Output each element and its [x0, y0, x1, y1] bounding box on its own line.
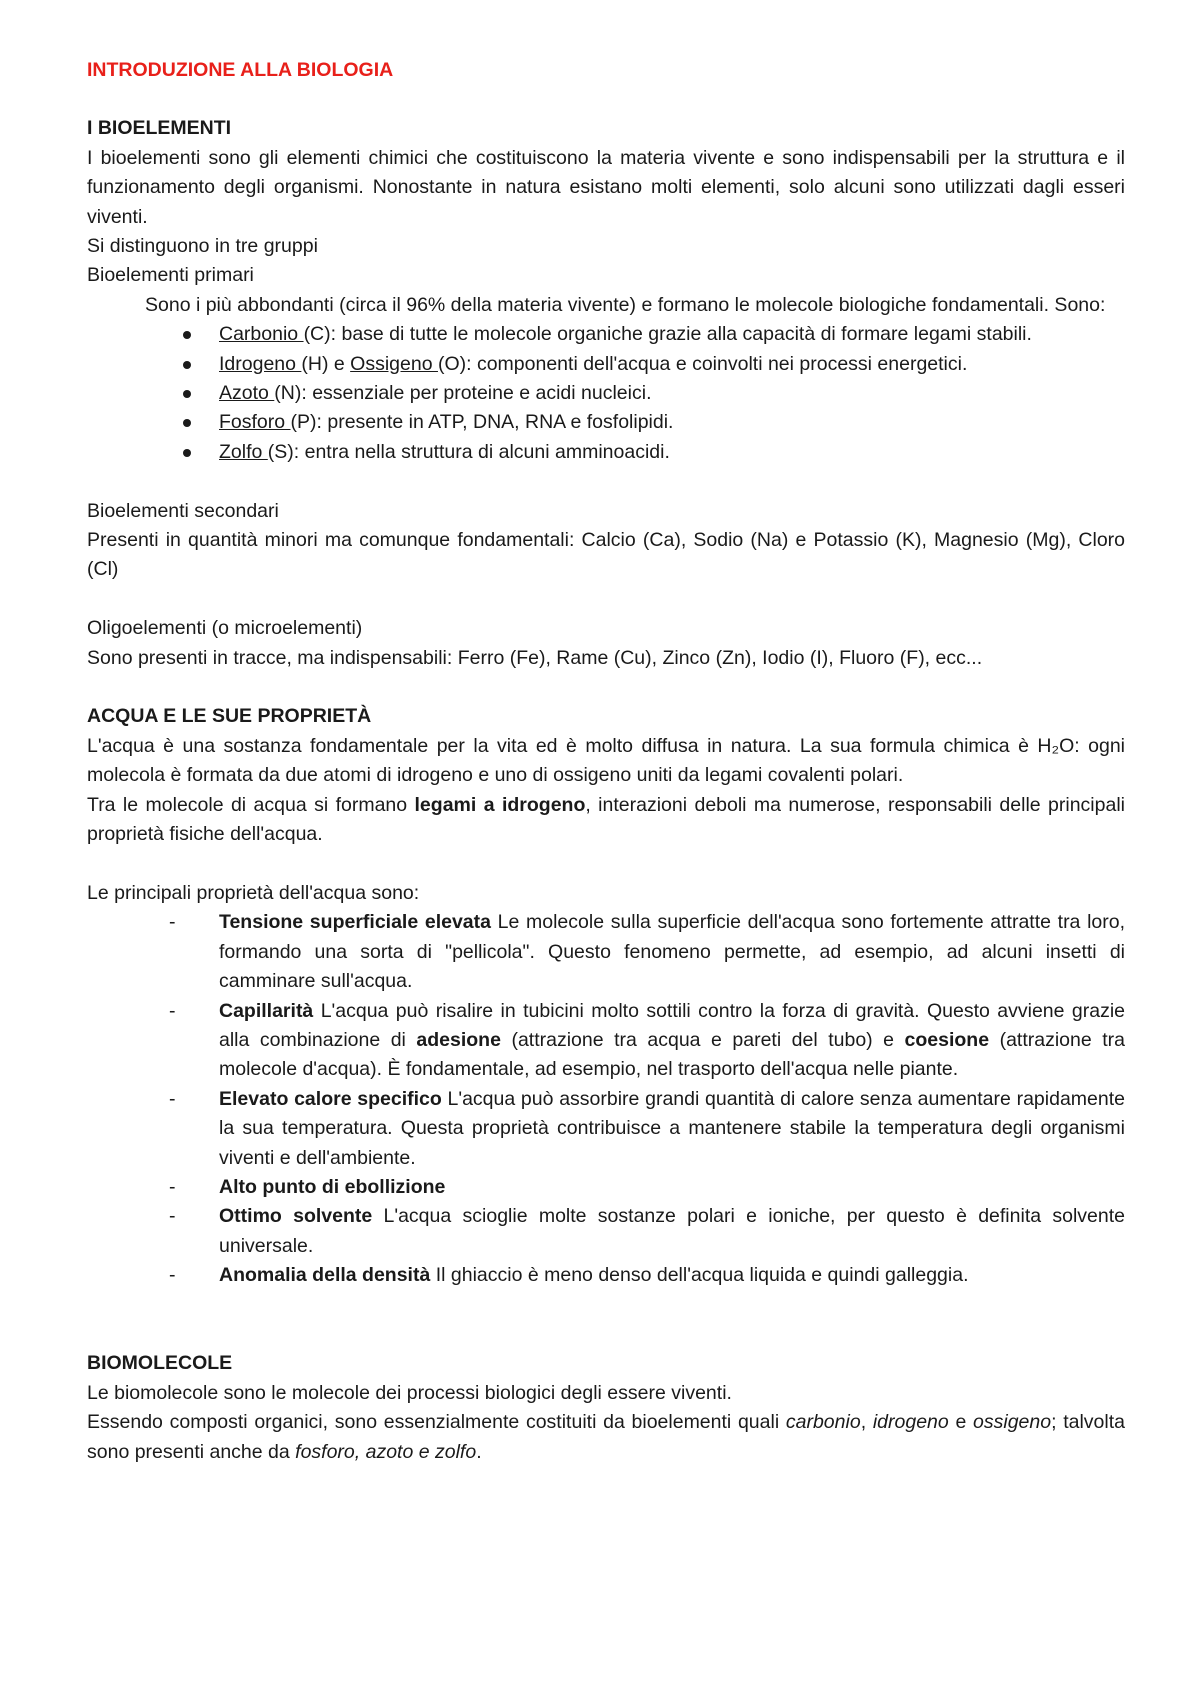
dash-marker: - [169, 911, 176, 934]
element-name: Fosforo [219, 411, 291, 434]
element-name: Zolfo [219, 440, 268, 463]
primari-label: Bioelementi primari [87, 264, 254, 287]
secondari-text: Presenti in quantità minori ma comunque fondamentali: Calcio (Ca), Sodio (Na) e Potassio (K), Magnesio (Mg), Cloro (Cl) [87, 529, 1125, 581]
bold-term: legami a idrogeno [414, 793, 586, 816]
italic-term: carbonio [785, 1411, 861, 1434]
acqua-paragraph-2: Tra le molecole di acqua si formano legami a idrogeno, interazioni deboli ma numerose, responsabili delle principali proprietà fisiche dell'acqua. [87, 793, 1125, 846]
primari-text: Sono i più abbondanti (circa il 96% della materia vivente) e formano le molecole biologiche fondamentali. Sono: [145, 293, 1106, 316]
list-item: - Tensione superficiale elevata Le molecole sulla superficie dell'acqua sono fortemente attratte tra loro, formando una sorta di "pellicola". Questo fenomeno permette, ad esempio, ad alcuni insetti di camminare sull'acqua. [219, 908, 1125, 996]
dash-marker: - [169, 999, 176, 1022]
bullet-icon [183, 361, 191, 369]
element-desc: (C): base di tutte le molecole organiche grazie alla capacità di formare legami stabili. [303, 323, 1032, 346]
biomolecole-paragraph-2: Essendo composti organici, sono essenzialmente costituiti da bioelementi quali carbonio, idrogeno e ossigeno; talvolta sono presenti anche da fosforo, azoto e zolfo. [87, 1411, 1125, 1463]
list-item [219, 438, 1125, 467]
props-intro: Le principali proprietà dell'acqua sono: [87, 881, 420, 904]
element-name: Carbonio [219, 323, 304, 346]
list-item: - Capillarità L'acqua può risalire in tubicini molto sottili contro la forza di gravità. Questo avviene grazie alla combinazione di adesione (attrazione tra acqua e pareti del tubo) e coesione (attrazione tra molecole d'acqua). È fondamentale, ad esempio, nel trasporto dell'acqua nelle piante. [219, 997, 1125, 1085]
oligo-label: Oligoelementi (o microelementi) [87, 617, 363, 640]
document-title: INTRODUZIONE ALLA BIOLOGIA [87, 59, 394, 81]
element-desc: (S): entra nella struttura di alcuni amminoacidi. [267, 440, 670, 463]
bullet-icon [183, 331, 191, 339]
property-name: Alto punto di ebollizione [219, 1175, 446, 1198]
element-name: Idrogeno [219, 352, 302, 375]
italic-term: fosforo, azoto e zolfo [295, 1440, 477, 1463]
oligo-text: Sono presenti in tracce, ma indispensabili: Ferro (Fe), Rame (Cu), Zinco (Zn), Iodio (I), Fluoro (F), ecc... [87, 646, 983, 669]
primari-list [87, 320, 1125, 467]
property-name: Ottimo solvente [219, 1205, 373, 1228]
bioelementi-groups-line: Si distinguono in tre gruppi [87, 235, 318, 258]
secondari-label: Bioelementi secondari [87, 499, 279, 522]
section-heading-biomolecole: BIOMOLECOLE [87, 1352, 233, 1375]
dash-marker: - [169, 1264, 176, 1287]
section-heading-acqua: ACQUA E LE SUE PROPRIETÀ [87, 705, 372, 728]
bioelementi-intro: I bioelementi sono gli elementi chimici che costituiscono la materia vivente e sono indispensabili per la struttura e il funzionamento degli organismi. Nonostante in natura esistano molti elementi, solo alcuni sono utilizzati dagli esseri viventi. [87, 146, 1125, 228]
bullet-icon [183, 390, 191, 398]
biomolecole-paragraph-1: Le biomolecole sono le molecole dei processi biologici degli essere viventi. [87, 1381, 732, 1404]
element-desc: (O): componenti dell'acqua e coinvolti nei processi energetici. [437, 352, 968, 375]
section-heading-bioelementi: I BIOELEMENTI [87, 117, 232, 140]
list-item: - Ottimo solvente L'acqua scioglie molte sostanze polari e ioniche, per questo è definita solvente universale. [219, 1202, 1125, 1261]
list-item [219, 408, 1125, 437]
element-name: Azoto [219, 382, 275, 405]
bullet-icon [183, 449, 191, 457]
element-desc: (P): presente in ATP, DNA, RNA e fosfolipidi. [290, 411, 674, 434]
element-name: Ossigeno [350, 352, 438, 375]
list-item: - Anomalia della densità Il ghiaccio è meno denso dell'acqua liquida e quindi galleggia. [219, 1261, 1125, 1290]
list-item [169, 1173, 1125, 1202]
element-desc: (N): essenziale per proteine e acidi nucleici. [274, 382, 652, 405]
italic-term: idrogeno [872, 1411, 949, 1434]
italic-term: ossigeno [973, 1411, 1052, 1434]
property-name: Capillarità [219, 999, 314, 1022]
dash-marker: - [169, 1175, 176, 1198]
bullet-icon [183, 419, 191, 427]
dash-marker: - [169, 1205, 176, 1228]
list-item [219, 320, 1125, 349]
list-item [219, 350, 1125, 379]
property-name: Elevato calore specifico [219, 1087, 442, 1110]
property-name: Tensione superficiale elevata [219, 911, 491, 934]
bold-term: adesione [416, 1028, 501, 1051]
bold-term: coesione [904, 1028, 990, 1051]
element-desc: (H) e [301, 352, 351, 375]
acqua-paragraph-1: L'acqua è una sostanza fondamentale per la vita ed è molto diffusa in natura. La sua formula chimica è H₂O: ogni molecola è formata da due atomi di idrogeno e uno di ossigeno uniti da legami covalenti polari. [87, 734, 1125, 787]
properties-list [87, 908, 1125, 1290]
list-item [219, 379, 1125, 408]
property-name: Anomalia della densità [219, 1264, 431, 1287]
dash-marker: - [169, 1087, 176, 1110]
list-item: - Elevato calore specifico L'acqua può assorbire grandi quantità di calore senza aumentare rapidamente la sua temperatura. Questa proprietà contribuisce a mantenere stabile la temperatura degli organismi viventi e dell'ambiente. [219, 1085, 1125, 1173]
